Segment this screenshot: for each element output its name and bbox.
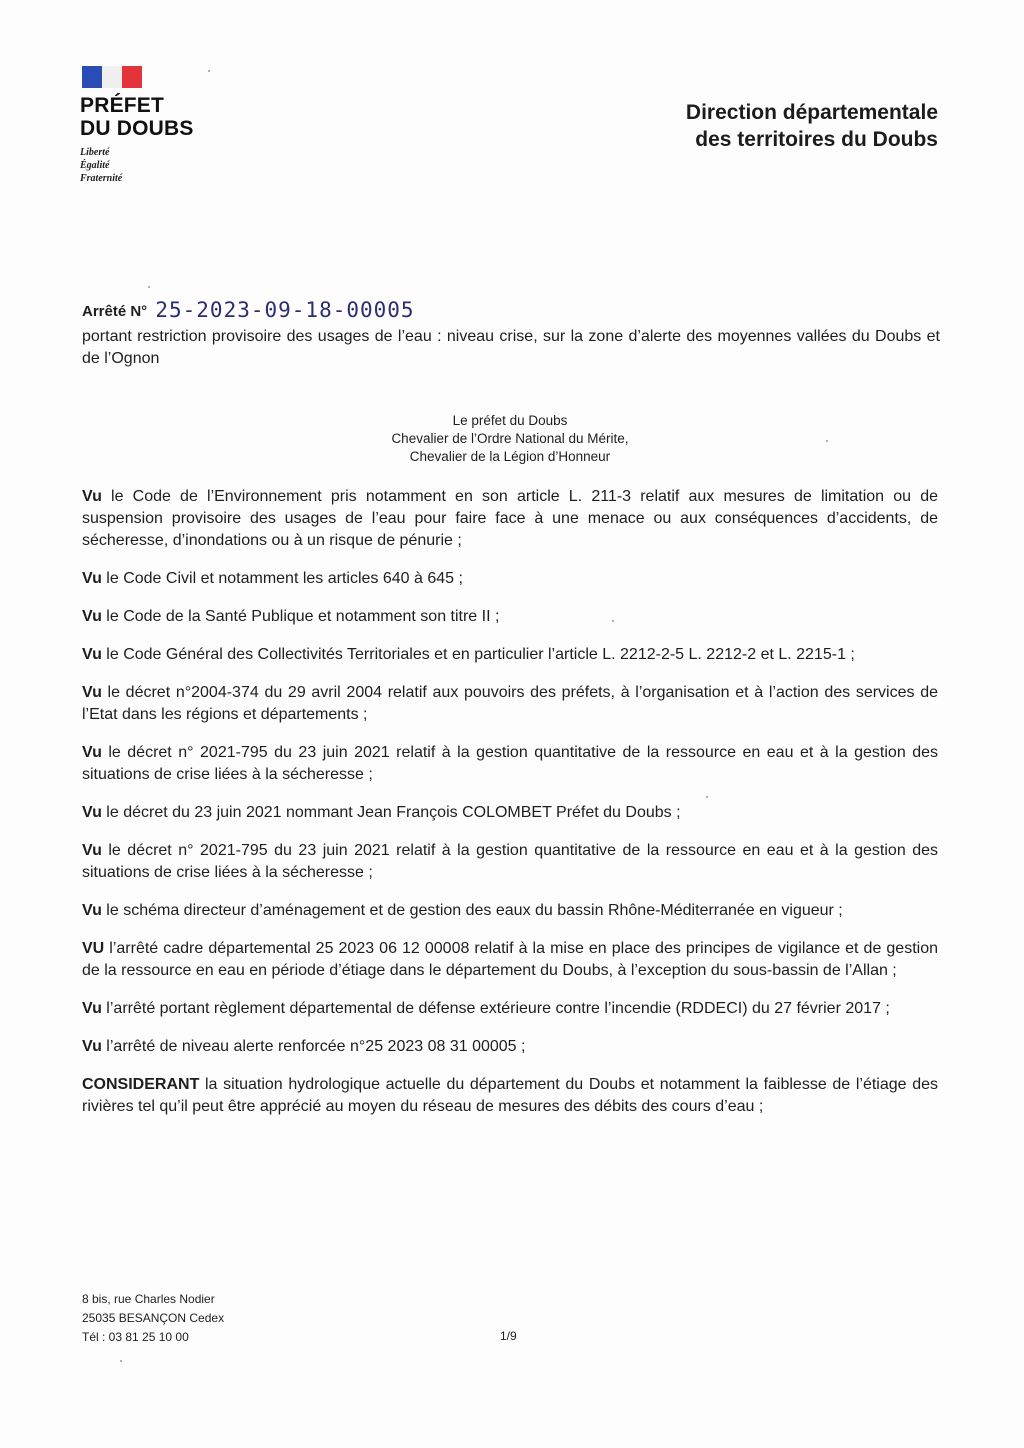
visa-lead: Vu: [82, 1000, 102, 1017]
visa-paragraph: [82, 840, 938, 884]
direction-heading: [686, 99, 938, 153]
visa-text: le schéma directeur d’aménagement et de gestion des eaux du bassin Rhône-Méditerranée en vigueur ;: [101, 902, 843, 919]
scan-speck: [826, 440, 828, 442]
arrete-title: [82, 300, 415, 322]
visa-paragraph: [82, 1036, 938, 1058]
prefet-line-2: Chevalier de l’Ordre National du Mérite,: [391, 431, 629, 446]
visa-text: le Code de l’Environnement pris notamment en son article L. 211-3 relatif aux mesures de limitation ou de suspension provisoire des usages de l’eau pour faire face à une menace ou aux conséquences d’accidents, de sécheresse, d’inondations ou à un risque de pénurie ;: [82, 488, 938, 549]
prefet-line-3: Chevalier de la Légion d’Honneur: [409, 449, 611, 464]
address-line-3: Tél : 03 81 25 10 00: [82, 1330, 189, 1344]
visa-paragraph: [82, 606, 938, 628]
visa-lead: Vu: [82, 1038, 102, 1055]
visa-lead: Vu: [82, 608, 102, 625]
visa-paragraph: [82, 742, 938, 786]
motto-line-2: Égalité: [80, 160, 110, 171]
visas-list: [82, 486, 938, 1134]
scan-speck: [148, 286, 150, 288]
motto-line-1: Liberté: [80, 147, 110, 158]
scan-speck: [612, 620, 614, 622]
considerant-text: la situation hydrologique actuelle du département du Doubs et notamment la faiblesse de l’étiage des rivières tel qu’il peut être apprécié au moyen du réseau de mesures des débits des cours d’eau ;: [82, 1076, 938, 1115]
considerant-paragraph: [82, 1074, 938, 1118]
visa-text: l’arrêté de niveau alerte renforcée n°25 2023 08 31 00005 ;: [101, 1038, 526, 1055]
visa-text: le décret n° 2021-795 du 23 juin 2021 relatif à la gestion quantitative de la ressource en eau et à la gestion des situations de crise liées à la sécheresse ;: [82, 842, 938, 881]
address-line-2: 25035 BESANÇON Cedex: [82, 1311, 225, 1325]
visa-paragraph: [82, 938, 938, 982]
visa-lead: Vu: [82, 744, 102, 761]
visa-text: l’arrêté portant règlement départemental de défense extérieure contre l’incendie (RDDECI) du 27 février 2017 ;: [101, 1000, 890, 1017]
visa-text: le décret n° 2021-795 du 23 juin 2021 relatif à la gestion quantitative de la ressource en eau et à la gestion des situations de crise liées à la sécheresse ;: [82, 744, 938, 783]
page-number: 1/9: [500, 1329, 517, 1343]
arrete-subject: portant restriction provisoire des usages de l’eau : niveau crise, sur la zone d’alerte des moyennes vallées du Doubs et de l’Ognon: [82, 328, 940, 367]
scan-speck: [120, 1360, 122, 1362]
visa-lead: Vu: [82, 488, 102, 505]
arrete-number: 25-2023-09-18-00005: [155, 298, 415, 322]
visa-lead: Vu: [82, 646, 102, 663]
visa-lead: Vu: [82, 570, 102, 587]
visa-paragraph: [82, 568, 938, 590]
footer-address: [82, 1290, 224, 1347]
visa-paragraph: [82, 644, 938, 666]
visa-text: l’arrêté cadre départemental 25 2023 06 12 00008 relatif à la mise en place des principes de vigilance et de gestion de la ressource en eau en période d’étiage dans le département du Doubs, à l’exception du sous-bassin de l’Allan ;: [82, 940, 938, 979]
visa-paragraph: [82, 486, 938, 552]
scan-speck: [706, 796, 708, 798]
visa-lead: Vu: [82, 684, 102, 701]
prefet-titles: [300, 412, 720, 466]
visa-paragraph: [82, 900, 938, 922]
arrete-label: Arrêté N°: [82, 303, 148, 320]
visa-text: le Code de la Santé Publique et notamment son titre II ;: [101, 608, 500, 625]
marianne-flag-icon: [82, 66, 142, 88]
visa-text: le Code Civil et notamment les articles 640 à 645 ;: [101, 570, 463, 587]
prefet-line-1: Le préfet du Doubs: [452, 413, 568, 428]
scan-speck: [208, 70, 210, 72]
visa-text: le décret du 23 juin 2021 nommant Jean François COLOMBET Préfet du Doubs ;: [101, 804, 681, 821]
logo-line-1: PRÉFET: [80, 94, 165, 117]
direction-line-2: des territoires du Doubs: [695, 128, 938, 151]
visa-lead: Vu: [82, 804, 102, 821]
direction-line-1: Direction départementale: [685, 101, 938, 124]
visa-paragraph: [82, 682, 938, 726]
republic-motto: [80, 146, 280, 185]
motto-line-3: Fraternité: [80, 173, 123, 184]
prefet-logo: [80, 66, 280, 185]
visa-text: le Code Général des Collectivités Territoriales et en particulier l’article L. 2212-2-5 L. 2212-2 et L. 2215-1 ;: [101, 646, 855, 663]
visa-text: le décret n°2004-374 du 29 avril 2004 relatif aux pouvoirs des préfets, à l’organisation et à l’action des services de l’Etat dans les régions et départements ;: [82, 684, 938, 723]
visa-lead: VU: [82, 940, 105, 957]
visa-lead: Vu: [82, 842, 102, 859]
visa-paragraph: [82, 998, 938, 1020]
considerant-lead: CONSIDERANT: [82, 1076, 200, 1093]
visa-lead: Vu: [82, 902, 102, 919]
logo-title: [80, 94, 280, 140]
address-line-1: 8 bis, rue Charles Nodier: [82, 1292, 215, 1306]
logo-line-2: DU DOUBS: [80, 117, 194, 140]
visa-paragraph: [82, 802, 938, 824]
